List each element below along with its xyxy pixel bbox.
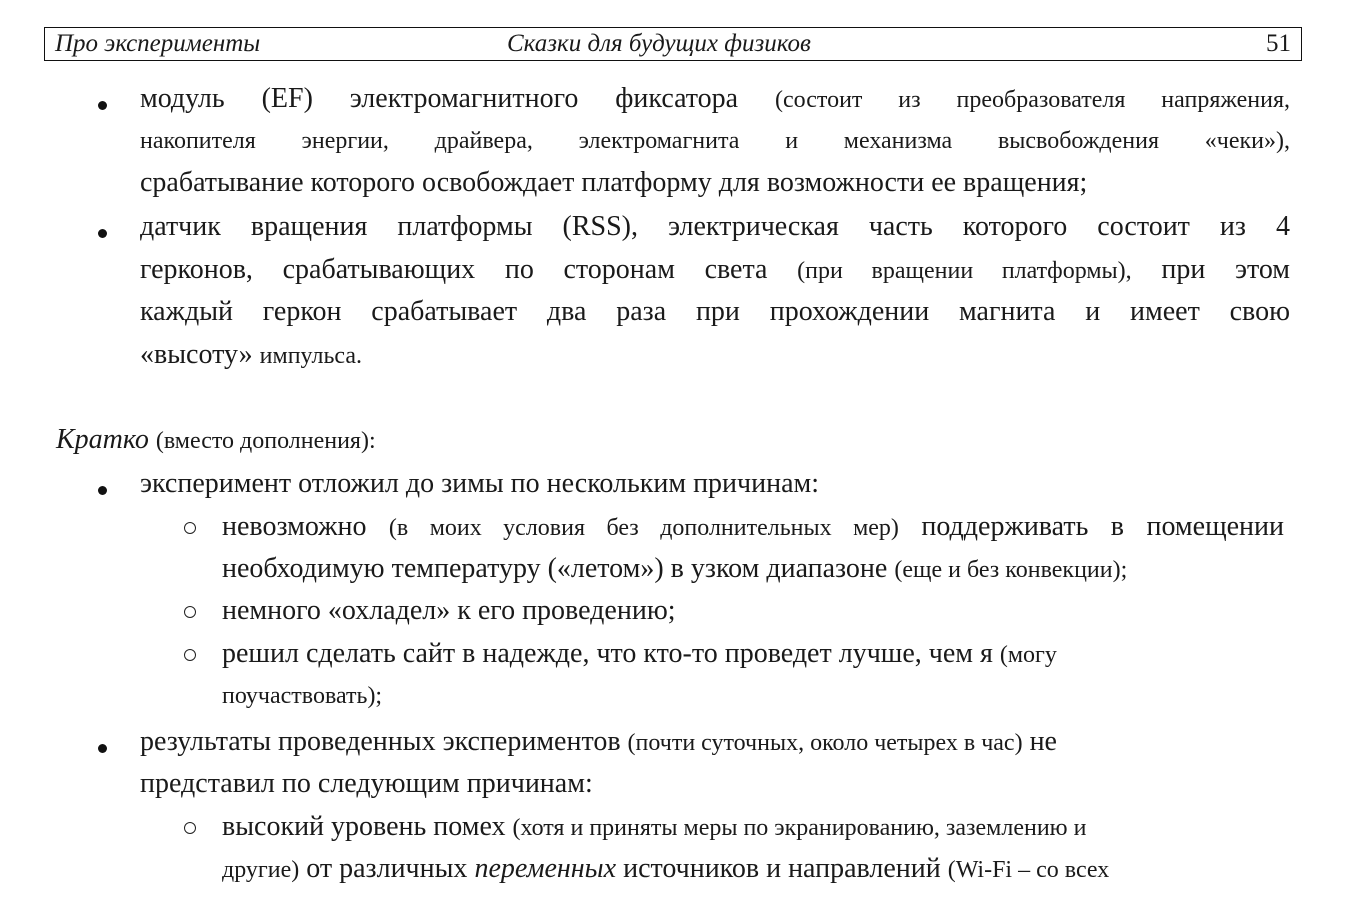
list2-item1-sub2-line1: немного «охладел» к его проведению;: [222, 595, 676, 626]
running-header: [44, 27, 1302, 61]
list2-item1-sub3-line1: решил сделать сайт в надежде, что кто-то проведет лучше, чем я (могу: [222, 638, 1057, 669]
list1-item2-line2: герконов, срабатывающих по сторонам света (при вращении платформы), при этом: [140, 254, 1291, 285]
bullet-icon: [98, 744, 107, 753]
list1-item1-line1: модуль (EF) электромагнитного фиксатора (состоит из преобразователя напряжения,: [140, 83, 1291, 114]
list1-item2-line1: датчик вращения платформы (RSS), электрическая часть которого состоит из 4: [140, 211, 1290, 242]
circle-bullet-icon: [184, 606, 196, 618]
list2-item2-line2: представил по следующим причинам:: [140, 768, 593, 799]
list1-item2-line3: каждый геркон срабатывает два раза при прохождении магнита и имеет свою: [140, 296, 1290, 327]
list2-item1-sub1-line1: невозможно (в моих условия без дополнительных мер) поддерживать в помещении: [222, 511, 1285, 542]
circle-bullet-icon: [184, 649, 196, 661]
bullet-icon: [98, 486, 107, 495]
list2-item2-sub1-line1: высокий уровень помех (хотя и приняты меры по экранированию, заземлению и: [222, 811, 1087, 842]
list2-item2-line1: результаты проведенных экспериментов (почти суточных, около четырех в час) не: [140, 726, 1057, 757]
summary-heading: Кратко (вместо дополнения):: [56, 424, 376, 455]
bullet-icon: [98, 229, 107, 238]
bullet-icon: [98, 101, 107, 110]
list1-item2-line4: «высоту» импульса.: [140, 339, 362, 370]
list1-item1-line3: срабатывание которого освобождает платформу для возможности ее вращения;: [140, 167, 1088, 198]
list2-item2-sub1-line2: другие) от различных переменных источников и направлений (Wi-Fi – со всех: [222, 853, 1110, 884]
circle-bullet-icon: [184, 822, 196, 834]
header-book-title: Сказки для будущих физиков: [507, 30, 811, 57]
list1-item1-line2: накопителя энергии, драйвера, электромагнита и механизма высвобождения «чеки»),: [140, 128, 1290, 154]
header-section-title: Про эксперименты: [55, 30, 261, 57]
page-number: 51: [1266, 30, 1291, 57]
circle-bullet-icon: [184, 522, 196, 534]
list2-item1-line1: эксперимент отложил до зимы по нескольким причинам:: [140, 468, 820, 499]
list2-item1-sub3-line2: поучаствовать);: [222, 683, 383, 709]
list2-item1-sub1-line2: необходимую температуру («летом») в узком диапазоне (еще и без конвекции);: [222, 553, 1128, 584]
